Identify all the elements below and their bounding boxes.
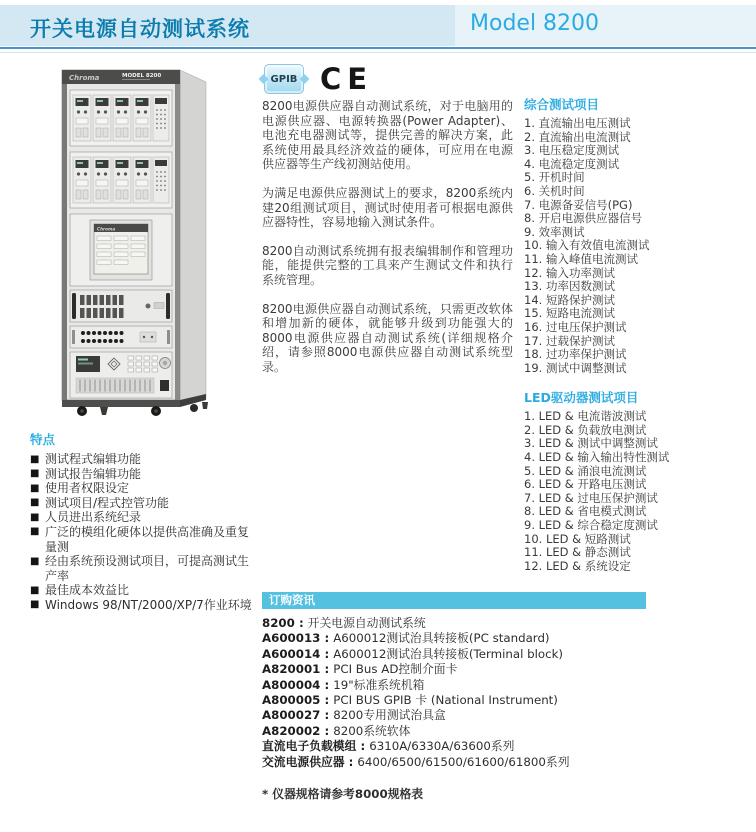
test-list-item: 7. LED & 过电压保护测试 (524, 490, 658, 505)
test-list-item: 1. 直流输出电压测试 (524, 116, 631, 130)
ordering-item-code: 交流电源供应器 : (262, 754, 354, 769)
ordering-item (262, 662, 646, 677)
test-list-item: 12. 输入功率测试 (524, 265, 615, 280)
features-heading: 特点 (30, 432, 56, 447)
load-module-row-1 (70, 90, 172, 146)
features-section (30, 430, 257, 613)
certification-badges (264, 63, 373, 95)
ordering-item (262, 631, 646, 646)
equipment-photo (56, 60, 216, 418)
model-number: Model 8200 (470, 11, 600, 36)
test-list-item: 3. LED & 测试中调整测试 (524, 436, 658, 451)
test-list-item: 10. 输入有效值电流测试 (524, 238, 650, 253)
intro-paragraph: 8200自动测试系统拥有报表编辑制作和管理功能，能提供完整的工具来产生测试文件和执行系统管理。 (262, 243, 513, 287)
led-tests-section (524, 388, 754, 573)
test-list-item: 7. 电源备妥信号(PG) (524, 197, 633, 212)
ordering-item-code: A800027 : (262, 708, 330, 723)
ordering-item-code: A600014 : (262, 646, 330, 661)
ordering-item-desc: 6310A/6330A/63600系列 (369, 739, 515, 754)
gpib-badge-icon: GPIB (264, 64, 304, 94)
feature-item: ■ 测试项目/程式控管功能 (30, 496, 257, 511)
intro-paragraph: 8200电源供应器自动测试系统，只需更改软体和增加新的硬体，就能够升级到功能强大的8000电源供应器自动测试系统(详细规格介绍，请参照8000电源供应器自动测试系统型录。 (262, 301, 513, 374)
ordering-item-desc: PCI Bus AD控制介面卡 (333, 662, 458, 677)
led-tests-heading: LED驱动器测试项目 (524, 390, 639, 406)
feature-item: ■ 测试报告编辑功能 (30, 467, 257, 482)
rack-brand-label: Chroma (69, 74, 100, 82)
feature-item: ■ 最佳成本效益比 (30, 583, 257, 598)
feature-item: ■ 人员进出系统纪录 (30, 510, 257, 525)
ordering-item (262, 647, 646, 662)
test-list-item: 5. 开机时间 (524, 170, 585, 185)
feature-item: ■ 测试程式编辑功能 (30, 452, 257, 467)
test-list-item: 8. LED & 省电模式测试 (524, 504, 647, 519)
ordering-item (262, 708, 646, 723)
test-items-column (524, 95, 754, 573)
ordering-item-code: A600013 : (262, 631, 330, 646)
ordering-item (262, 724, 646, 739)
test-list-item: 3. 电压稳定度测试 (524, 143, 620, 158)
test-list-item: 11. 输入峰值电流测试 (524, 251, 638, 266)
test-list-item: 19. 测试中调整测试 (524, 360, 627, 375)
ordering-item-desc: 8200系统软体 (333, 723, 411, 738)
intro-paragraph: 为满足电源供应器测试上的要求，8200系统内建20组测试项目，测试时使用者可根据电源供应器特性，容易地输入测试条件。 (262, 185, 513, 230)
ordering-item-code: A800005 : (262, 693, 330, 708)
general-tests-section (524, 95, 754, 375)
test-list-item: 8. 开启电源供应器信号 (524, 211, 643, 226)
intro-paragraphs (262, 99, 513, 389)
ordering-item-code: 8200 : (262, 616, 304, 630)
ordering-item (262, 616, 646, 631)
test-list-item: 15. 短路电流测试 (524, 306, 615, 321)
test-list-item: 17. 过载保护测试 (524, 333, 615, 348)
test-list-item: 4. LED & 输入输出特性测试 (524, 450, 670, 465)
feature-item: ■ 广泛的模组化硬体以提供高准确及重复量测 (30, 525, 257, 554)
ordering-item (262, 693, 646, 708)
ordering-item-desc: 19"标准系统机箱 (333, 677, 425, 692)
ordering-item-desc: 6400/6500/61500/61600/61800系列 (357, 754, 570, 769)
test-list-item: 9. LED & 综合稳定度测试 (524, 518, 658, 533)
ordering-item (262, 755, 646, 770)
general-tests-heading: 综合测试项目 (524, 97, 600, 112)
ordering-section (262, 592, 646, 802)
test-list-item: 4. 电流稳定度测试 (524, 156, 620, 171)
ordering-item-code: A820002 : (262, 723, 330, 738)
ordering-item (262, 739, 646, 754)
ordering-item-desc: 8200专用测试治具盒 (333, 708, 446, 723)
ordering-item-code: 直流电子负载模组 : (262, 739, 366, 754)
rack-illustration (56, 60, 216, 418)
test-list-item: 2. LED & 负载放电测试 (524, 422, 647, 437)
ordering-item-desc: A600012测试治具转接板(Terminal block) (333, 646, 564, 661)
load-module-row-2 (70, 152, 172, 208)
test-list-item: 2. 直流输出电流测试 (524, 129, 631, 144)
test-list-item: 12. LED & 系统设定 (524, 558, 631, 573)
rack-side-panel (180, 70, 206, 406)
ce-mark-icon: CE (320, 61, 374, 96)
test-list-item: 9. 效率测试 (524, 224, 585, 239)
ordering-item-code: A820001 : (262, 662, 330, 677)
feature-item: ■ Windows 98/NT/2000/XP/7作业环境 (30, 598, 257, 613)
features-list (30, 452, 257, 613)
ordering-item-desc: 开关电源自动测试系统 (307, 616, 426, 630)
ac-source-unit (70, 352, 172, 398)
test-list-item: 6. LED & 开路电压测试 (524, 477, 647, 492)
test-list-item: 16. 过电压保护测试 (524, 319, 627, 334)
feature-item: ■ 经由系统预设测试项目，可提高测试生产率 (30, 554, 257, 583)
header-rule-light (0, 52, 756, 53)
spec-footnote: * 仪器规格请参考8000规格表 (262, 787, 424, 802)
ordering-heading-bar: 订购资讯 (262, 592, 646, 609)
ordering-item (262, 678, 646, 693)
ordering-item-code: A800004 : (262, 677, 330, 692)
monitor-screen-brand: Chroma (97, 226, 116, 232)
test-list-item: 5. LED & 涌浪电流测试 (524, 463, 647, 478)
ordering-item-desc: PCI BUS GPIB 卡 (National Instrument) (333, 693, 558, 708)
controller-panel (70, 214, 172, 286)
page-title: 开关电源自动测试系统 (30, 17, 250, 41)
test-list-item: 10. LED & 短路测试 (524, 531, 631, 546)
vented-module (70, 290, 172, 322)
test-list-item: 1. LED & 电流谐波测试 (524, 409, 647, 424)
rack-top-band (62, 70, 180, 84)
test-list-item: 18. 过功率保护测试 (524, 347, 627, 362)
ordering-list (262, 616, 646, 770)
connector-panel (70, 326, 172, 348)
ordering-item-desc: A600012测试治具转接板(PC standard) (333, 631, 550, 646)
feature-item: ■ 使用者权限设定 (30, 481, 257, 496)
test-list-item: 11. LED & 静态测试 (524, 545, 631, 560)
rack-model-label: MODEL 8200 (122, 73, 162, 79)
intro-paragraph: 8200电源供应器自动测试系统，对于电脑用的电源供应器、电源转换器(Power Adapter)、电池充电器测试等，提供完善的解决方案，此系统使用最具经济效益的硬体，可应用在电源供应器等生产线初测站使用。 (262, 99, 513, 172)
test-list-item: 6. 关机时间 (524, 183, 585, 198)
general-tests-list (524, 117, 754, 375)
test-list-item: 14. 短路保护测试 (524, 292, 615, 307)
led-tests-list (524, 410, 754, 573)
test-list-item: 13. 功率因数测试 (524, 279, 615, 294)
header-rule (0, 47, 756, 49)
